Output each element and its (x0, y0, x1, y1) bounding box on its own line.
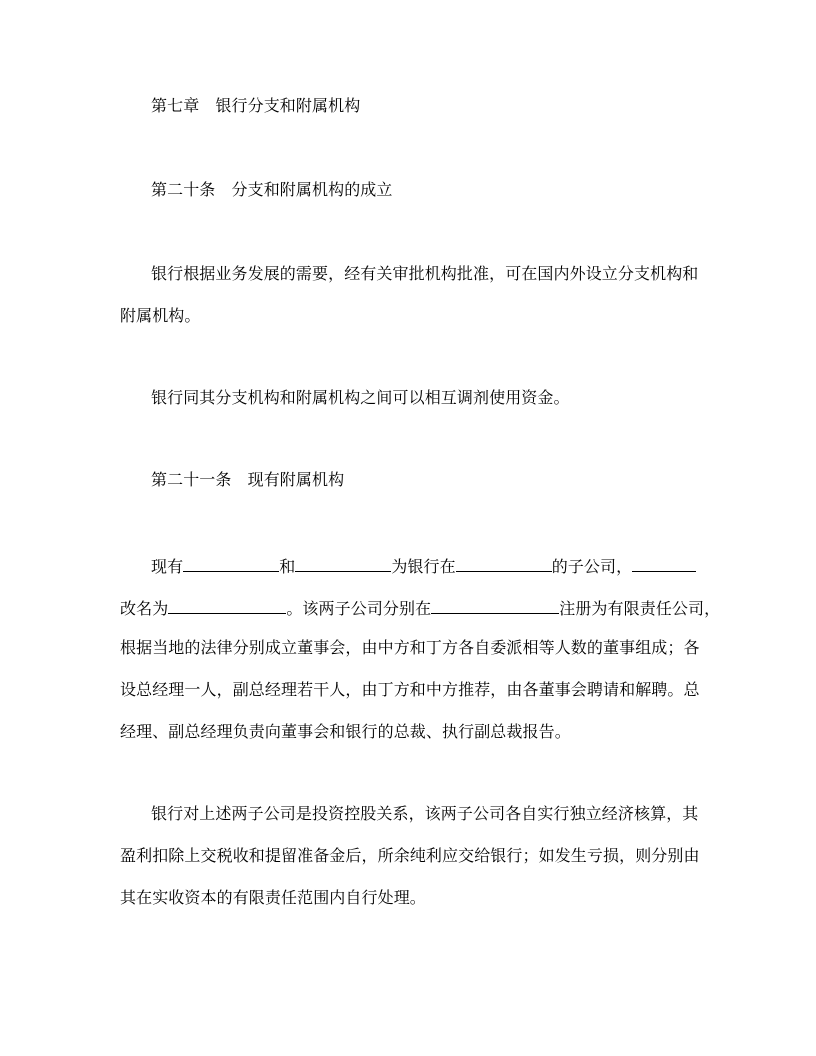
article-21-paragraph-1-line-3: 根据当地的法律分别成立董事会，由中方和丁方各自委派相等人数的董事组成；各 (120, 638, 700, 657)
text-renamed: 改名为 (120, 599, 169, 618)
text-existing: 现有 (151, 557, 184, 576)
text-registered-as: 注册为有限责任公司， (559, 599, 721, 618)
blank-field-2[interactable] (295, 554, 391, 572)
blank-field-4[interactable] (632, 554, 696, 572)
article-20-paragraph-1-line-1: 银行根据业务发展的需要，经有关审批机构批准，可在国内外设立分支机构和 (151, 264, 699, 283)
article-21-paragraph-1-line-2 (120, 596, 721, 619)
article-21-paragraph-2-line-1: 银行对上述两子公司是投资控股关系，该两子公司各自实行独立经济核算，其 (151, 804, 699, 823)
text-bank-at: 为银行在 (391, 557, 456, 576)
blank-field-3[interactable] (456, 554, 552, 572)
article-21-paragraph-1-line-4: 设总经理一人，副总经理若干人，由丁方和中方推荐，由各董事会聘请和解聘。总 (120, 680, 700, 699)
article-20-paragraph-1-line-2: 附属机构。 (120, 306, 201, 325)
article-21-heading: 第二十一条 现有附属机构 (151, 470, 345, 489)
blank-field-1[interactable] (183, 554, 279, 572)
text-respectively-at: 。该两子公司分别在 (286, 599, 432, 618)
blank-field-6[interactable] (431, 596, 559, 614)
article-20-heading: 第二十条 分支和附属机构的成立 (151, 180, 393, 199)
text-subsidiary: 的子公司， (551, 557, 633, 576)
article-21-paragraph-1-line-1 (151, 554, 698, 577)
article-21-paragraph-2-line-2: 盈利扣除上交税收和提留准备金后，所余纯利应交给银行；如发生亏损，则分别由 (120, 846, 700, 865)
article-21-paragraph-1-line-5: 经理、副总经理负责向董事会和银行的总裁、执行副总裁报告。 (120, 722, 571, 741)
blank-field-5[interactable] (168, 596, 286, 614)
article-21-paragraph-2-line-3: 其在实收资本的有限责任范围内自行处理。 (120, 888, 426, 907)
chapter-heading: 第七章 银行分支和附属机构 (151, 96, 361, 115)
article-20-paragraph-2: 银行同其分支机构和附属机构之间可以相互调剂使用资金。 (151, 388, 570, 407)
text-and: 和 (279, 557, 296, 576)
